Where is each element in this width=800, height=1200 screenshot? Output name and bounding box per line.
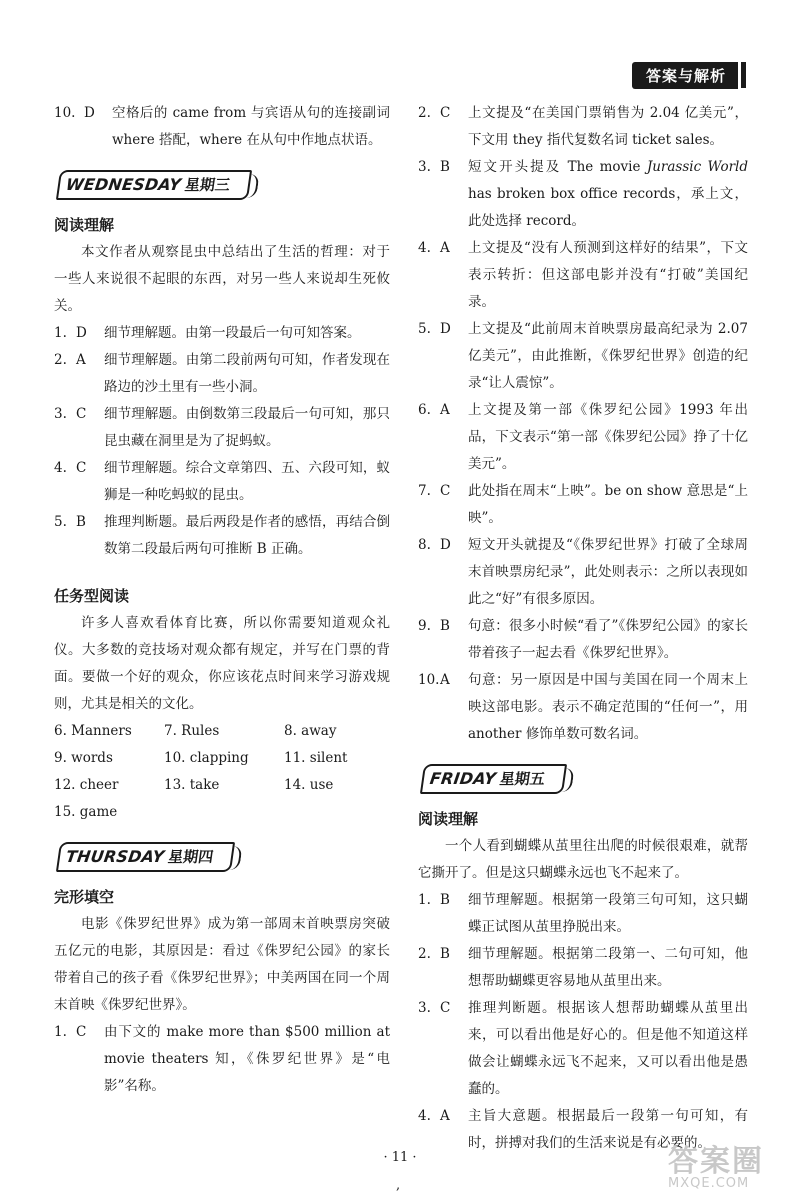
answer-item: 3. C 推理判断题。根据该人想帮助蝴蝶从茧里出来，可以看出他是好心的。但是他不知道这样做会让蝴蝶永远飞不起来，又可以看出他是愚蠢的。 (418, 1000, 748, 1097)
section-title: 完形填空 (54, 888, 115, 906)
section-header-tag: 答案与解析 (632, 62, 738, 89)
site-watermark (668, 1136, 788, 1194)
answer-item: 4. C 细节理解题。综合文章第四、五、六段可知，蚁狮是一种吃蚂蚁的昆虫。 (54, 460, 390, 503)
answer-item: 9. B 句意：很多小时候“看了”《侏罗纪公园》的家长带着孩子一起去看《侏罗纪世界》。 (418, 618, 748, 661)
answer-item: 2. C 上文提及“在美国门票销售为 2.04 亿美元”，下文用 they 指代复数名词 ticket sales。 (418, 105, 748, 148)
answer-item: 10. A 句意：另一原因是中国与美国在同一个周末上映这部电影。表示不确定范围的“任何一”，用 another 修饰单数可数名词。 (418, 672, 748, 742)
right-column (418, 100, 748, 1157)
wednesday-banner: WEDNESDAY星期三 (56, 170, 252, 200)
answer-cell: 12. cheer (54, 777, 119, 793)
answer-cell: 8. away (284, 723, 337, 739)
answer-item: 6. A 上文提及第一部《侏罗纪公园》1993 年出品，下文表示“第一部《侏罗纪公园》挣了十亿美元”。 (418, 402, 748, 472)
answer-grid (54, 718, 390, 826)
answer-item: 7. C 此处指在周末“上映”。be on show 意思是“上映”。 (418, 483, 748, 526)
watermark-logo-text: 答案圈 (668, 1144, 764, 1179)
answer-item: 4. A 上文提及“没有人预测到这样好的结果”，下文表示转折：但这部电影并没有“打破”美国纪录。 (418, 240, 748, 310)
answer-item: 1. B 细节理解题。根据第一段第三句可知，这只蝴蝶正试图从茧里挣脱出来。 (418, 892, 748, 935)
passage-summary: 一个人看到蝴蝶从茧里往出爬的时候很艰难，就帮它撕开了。但是这只蝴蝶永远也飞不起来了。 (418, 838, 748, 881)
page-mark: , (396, 1178, 401, 1193)
answer-item: 5. D 上文提及“此前周末首映票房最高纪录为 2.07 亿美元”，由此推断，《侏罗纪世界》创造的纪录“让人震惊”。 (418, 321, 748, 391)
passage-summary: 电影《侏罗纪世界》成为第一部周末首映票房突破五亿元的电影，其原因是：看过《侏罗纪公园》的家长带着自己的孩子看《侏罗纪世界》；中美两国在同一个周末首映《侏罗纪世界》。 (54, 916, 390, 1013)
answer-cell: 10. clapping (164, 750, 249, 766)
passage-summary: 本文作者从观察昆虫中总结出了生活的哲理：对于一些人来说很不起眼的东西，对另一些人来说却生死攸关。 (54, 244, 390, 314)
section-title: 阅读理解 (418, 810, 479, 828)
section-title: 任务型阅读 (54, 587, 130, 605)
thursday-banner: THURSDAY星期四 (56, 842, 235, 872)
answer-cell: 7. Rules (164, 723, 220, 739)
friday-banner: FRIDAY星期五 (420, 764, 567, 794)
answer-cell: 9. words (54, 750, 113, 766)
section-title: 阅读理解 (54, 216, 115, 234)
answer-cell: 6. Manners (54, 723, 132, 739)
answer-cell: 13. take (164, 777, 220, 793)
answer-item: 8. D 短文开头就提及“《侏罗纪世界》打破了全球周末首映票房纪录”，此处则表示：之所以表现如此之“好”有很多原因。 (418, 537, 748, 607)
header-accent-bar (741, 62, 746, 88)
answer-item: 2. A 细节理解题。由第二段前两句可知，作者发现在路边的沙土里有一些小洞。 (54, 352, 390, 395)
answer-item: 1. D 细节理解题。由第一段最后一句可知答案。 (54, 325, 361, 341)
answer-cell: 14. use (284, 777, 334, 793)
answer-item: 3. B 短文开头提及 The movie Jurassic World has broken box office records，承上文，此处选择 record。 (418, 159, 748, 229)
watermark-url: MXQE.COM (668, 1176, 750, 1191)
answer-item: 5. B 推理判断题。最后两段是作者的感悟，再结合倒数第二段最后两句可推断 B 正确。 (54, 514, 390, 557)
answer-cell: 11. silent (284, 750, 348, 766)
answer-cell: 15. game (54, 804, 118, 820)
answer-item: 3. C 细节理解题。由倒数第三段最后一句可知，那只昆虫藏在洞里是为了捉蚂蚁。 (54, 406, 390, 449)
answer-item: 10. D 空格后的 came from 与宾语从句的连接副词 where 搭配，where 在从句中作地点状语。 (54, 105, 390, 148)
page-number: · 11 · (383, 1150, 417, 1165)
answer-item: 4. A 主旨大意题。根据最后一段第一句可知，有时，拼搏对我们的生活来说是有必要的。 (418, 1108, 748, 1151)
answer-item: 1. C 由下文的 make more than $500 million at movie theaters 知，《侏罗纪世界》是“电影”名称。 (54, 1024, 390, 1094)
left-column (54, 100, 390, 1100)
passage-summary: 许多人喜欢看体育比赛，所以你需要知道观众礼仪。大多数的竞技场对观众都有规定，并写在门票的背面。要做一个好的观众，你应该花点时间来学习游戏规则，尤其是相关的文化。 (54, 615, 390, 712)
answer-item: 2. B 细节理解题。根据第二段第一、二句可知，他想帮助蝴蝶更容易地从茧里出来。 (418, 946, 748, 989)
